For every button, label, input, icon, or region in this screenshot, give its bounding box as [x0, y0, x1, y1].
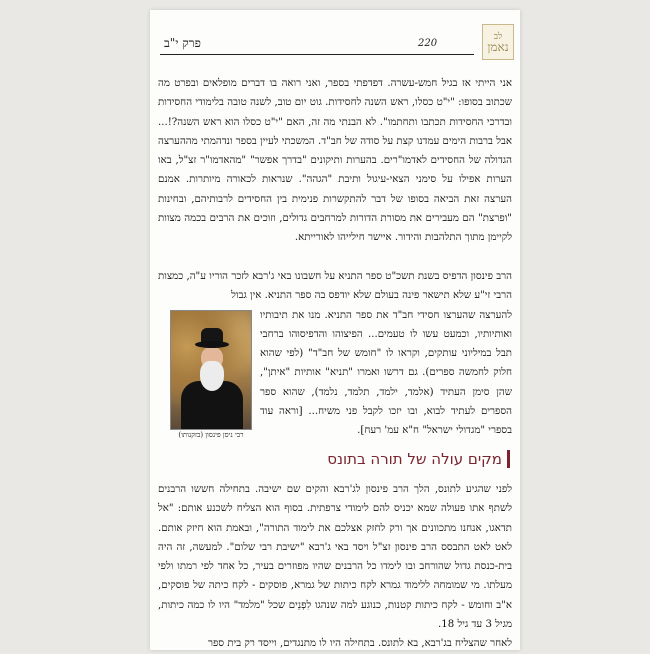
paragraph-full-width: הרב פינסון הדפיס בשנת תשכ"ט ספר התניא על חשבונו באי ג'רבא לזכר הוריו ע"ה, כמצות הרבי זי"ע שלא תישאר פינה בעולם שלא יודפס בה ספר התניא. אין גבול	[158, 271, 512, 302]
logo-line-1: לב	[493, 32, 503, 42]
paragraph: לפני שהגיע לתונס, הלך הרב פינסון לג'רבא והקים שם ישיבה. בתחילה חששו הרבנים לשתף אתו פעולה שמא יכניס להם לימודי צרפתית. בסוף הוא הצליח לשכנע אותם: "אל תדאגו, אנחנו מתכוונים אך ורק לחזק אצלכם את לימוד התורה", ובאמת הוא חיזק אותם. לאט לאט התבסס הרב פינסון זצ"ל ויסד באי ג'רבא "ישיבת רבי שלום". למעשה, זה היה בית-כנסת גדול שהורחב ובו לימדו כל הרבנים שהיו מפוזרים בעיר, כל אחד לפי רמתו ולפי מעלתו. מי שמומחה ללימוד גמרא לקח כיתות של גמרא, פוסקים - לקח כיתה של פוסקים, א"ב וחומש - לקח כיתות קטנות, כנוגע למה שנהגו לִפְנֵים שכל "מלמד" היו לו כמה כיתות, מגיל 3 עד גיל 18.	[158, 484, 512, 631]
rabbi-portrait-photo	[170, 310, 252, 430]
paragraph: לאחר שהצליח בג'רבא, בא לתונס. בתחילה היו לו מתנגדים, וייסד רק בית ספר	[207, 638, 512, 650]
logo-line-2: נאמן	[487, 40, 509, 54]
header-rule	[160, 54, 474, 55]
paragraph-wrapped: להערצה שהערצו חסידי חב"ד את ספר התניא. מנו את תיבותיו ואותיותיו, וכמעט עשו לו טעמים... הפיצוהו והדפיסוהו ברחבי תבל במיליוני עותקים, וקראו לו "חומש של חב"ד" (לפי שהוא חלוק לחמשה ספרים). גם דרשו ואמרו "תניא" אותיות "איתן", שהן סימן העתיד (אלמד, ילמד, תלמד, נלמד), שהוא ספר הספרים לעתיד לבוא, ובו יזכו לקבל פני משיח... [וראה עוד בספרי "מגדולי ישראל" ח"א עמ' רעח].	[260, 309, 512, 437]
opening-text-block	[158, 74, 512, 248]
tunis-text-block	[158, 480, 512, 654]
section-heading: מקים עולה של תורה בתונס	[327, 450, 510, 468]
publisher-logo	[482, 24, 514, 60]
book-page	[150, 10, 520, 650]
paragraph: אני הייתי אז בגיל חמש-עשרה. דפדפתי בספר, ואני רואה בו דברים מופלאים ובפרט מה שכתוב בסופו: "י"ט כסלו, ראש השנה לחסידות. גוט יום טוב, לשנה טובה בלימודי החסידות ובדרכי החסידות תכתבו ותחתמו". לא הבנתי מה זה, האם "י"ט כסלו הוא ראש השנה?!... אבל ברבות הימים עמדנו קצת על סודה של חב"ד. המשכתי לעיין בספר ונדהמתי מההערצה הגדולה של החסידים לאדמו"רים. בהערות ותיקונים "בדרך אפשר" "מהאדמו"ר זצ"ל, באו הערות אפילו על סימני הצאי-עיגול ותיבת "הגהה". שנראות לכאורה מיותרות. אמנם הערצה זאת הביאה בסופו של דבר להתקשרות פנימית בין החסידים לרבותיהם, ובחינות "ופרצת" הם מעבירים את מסורת הדורות למרחבים גדולים, וזוכים את הרבים בכמה מצוות לקיימן מתוך התלהבות והידור. איישר חילייהו לאורייתא.	[157, 78, 512, 244]
photo-caption: רבי ניסן פינסון (בזקנותו)	[178, 431, 244, 439]
page-number: 220	[418, 38, 438, 49]
chapter-title: פרק י"ב	[164, 36, 201, 50]
